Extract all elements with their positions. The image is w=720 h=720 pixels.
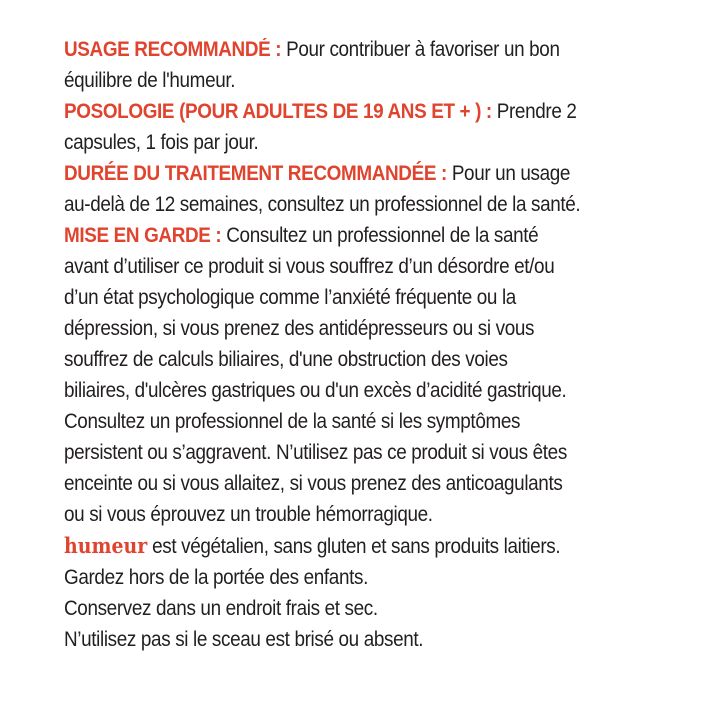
duration-line-2: au-delà de 12 semaines, consultez un professionnel de la santé. — [64, 193, 581, 216]
warning-text: Consultez un professionnel de la santé — [221, 224, 539, 247]
warning-line-1 — [64, 220, 649, 251]
note-seal: N’utilisez pas si le sceau est brisé ou absent. — [64, 628, 424, 651]
note-children: Gardez hors de la portée des enfants. — [64, 566, 368, 589]
warning-line-7: Consultez un professionnel de la santé si les symptômes — [64, 410, 521, 433]
dosage-line-2: capsules, 1 fois par jour. — [64, 131, 259, 154]
usage-line-2: équilibre de l'humeur. — [64, 69, 236, 92]
usage-line-1 — [64, 34, 649, 65]
brand-name: humeur — [64, 533, 148, 558]
duration-text: Pour un usage — [446, 162, 571, 185]
warning-heading: MISE EN GARDE : — [64, 224, 222, 247]
dosage-text: Prendre 2 — [491, 100, 577, 123]
usage-text: Pour contribuer à favoriser un bon — [281, 38, 560, 61]
vegan-text: est végétalien, sans gluten et sans produits laitiers. — [147, 535, 561, 558]
warning-line-4: dépression, si vous prenez des antidépresseurs ou si vous — [64, 317, 535, 340]
warning-line-3: d’un état psychologique comme l’anxiété fréquente ou la — [64, 286, 516, 309]
warning-line-9: enceinte ou si vous allaitez, si vous prenez des anticoagulants — [64, 472, 563, 495]
product-label-text — [64, 34, 649, 655]
dosage-heading: POSOLOGIE (POUR ADULTES DE 19 ANS ET + ) : — [64, 100, 492, 123]
duration-heading: DURÉE DU TRAITEMENT RECOMMANDÉE : — [64, 162, 447, 185]
note-storage: Conservez dans un endroit frais et sec. — [64, 597, 378, 620]
warning-line-10: ou si vous éprouvez un trouble hémorragique. — [64, 503, 433, 526]
warning-line-2: avant d’utiliser ce produit si vous souffrez d’un désordre et/ou — [64, 255, 555, 278]
duration-line-1 — [64, 158, 649, 189]
warning-line-8: persistent ou s’aggravent. N’utilisez pas ce produit si vous êtes — [64, 441, 567, 464]
warning-line-6: biliaires, d'ulcères gastriques ou d'un excès d’acidité gastrique. — [64, 379, 567, 402]
dosage-line-1 — [64, 96, 649, 127]
usage-heading: USAGE RECOMMANDÉ : — [64, 38, 282, 61]
warning-line-5: souffrez de calculs biliaires, d'une obstruction des voies — [64, 348, 508, 371]
vegan-statement — [64, 530, 649, 562]
